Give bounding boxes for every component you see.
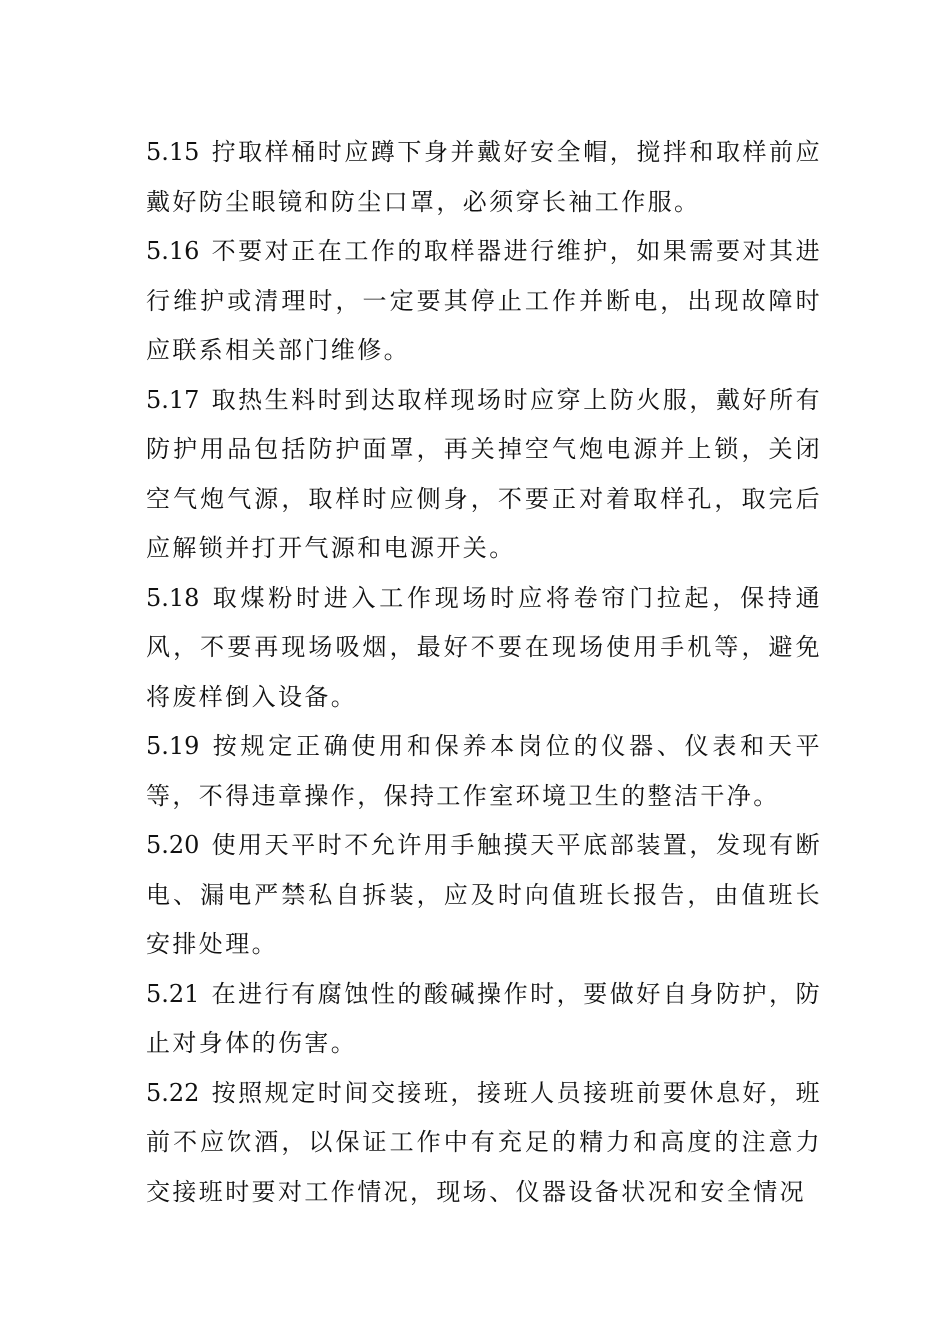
paragraph-5-15 (146, 128, 822, 227)
paragraph-5-18 (146, 574, 822, 723)
paragraph-number: 5.15 (146, 138, 200, 166)
paragraph-text: 在进行有腐蚀性的酸碱操作时，要做好自身防护，防止对身体的伤害。 (146, 979, 822, 1057)
paragraph-number: 5.16 (146, 237, 200, 265)
document-body (146, 128, 822, 1217)
paragraph-number: 5.18 (146, 583, 200, 612)
paragraph-number: 5.20 (146, 831, 200, 859)
paragraph-text: 取热生料时到达取样现场时应穿上防火服，戴好所有防护用品包括防护面罩，再关掉空气炮电源并上锁，关闭空气炮气源，取样时应侧身，不要正对着取样孔，取完后应解锁并打开气源和电源开关。 (146, 385, 822, 562)
paragraph-5-16 (146, 227, 822, 376)
paragraph-text: 按规定正确使用和保养本岗位的仪器、仪表和天平等，不得违章操作，保持工作室环境卫生的整洁干净。 (146, 732, 822, 810)
paragraph-text: 取煤粉时进入工作现场时应将卷帘门拉起，保持通风，不要再现场吸烟，最好不要在现场使用手机等，避免将废样倒入设备。 (146, 583, 822, 711)
paragraph-5-21 (146, 970, 822, 1069)
paragraph-text: 不要对正在工作的取样器进行维护，如果需要对其进行维护或清理时，一定要其停止工作并断电，出现故障时应联系相关部门维修。 (146, 237, 822, 364)
paragraph-number: 5.19 (146, 732, 200, 760)
paragraph-number: 5.21 (146, 979, 200, 1008)
paragraph-text: 按照规定时间交接班，接班人员接班前要休息好，班前不应饮酒，以保证工作中有充足的精力和高度的注意力交接班时要对工作情况，现场、仪器设备状况和安全情况 (146, 1078, 822, 1206)
paragraph-text: 拧取样桶时应蹲下身并戴好安全帽，搅拌和取样前应戴好防尘眼镜和防尘口罩，必须穿长袖工作服。 (146, 138, 822, 216)
paragraph-number: 5.17 (146, 385, 200, 414)
paragraph-5-17 (146, 376, 822, 574)
paragraph-number: 5.22 (146, 1078, 200, 1107)
paragraph-5-20 (146, 821, 822, 970)
paragraph-5-19 (146, 722, 822, 821)
paragraph-text: 使用天平时不允许用手触摸天平底部装置，发现有断电、漏电严禁私自拆装，应及时向值班长报告，由值班长安排处理。 (146, 831, 822, 958)
paragraph-5-22 (146, 1069, 822, 1218)
